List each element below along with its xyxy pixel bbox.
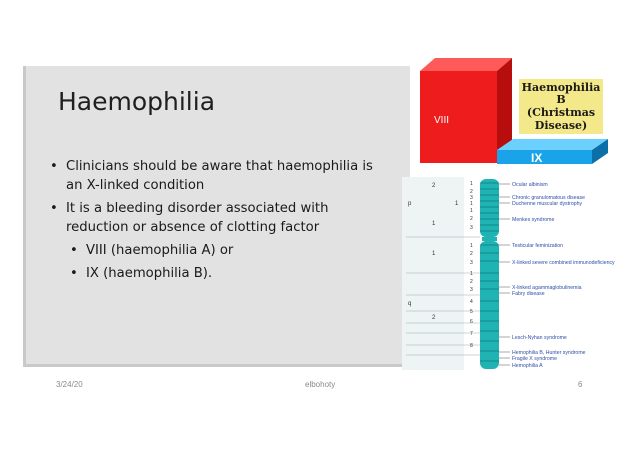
band-number: 3 — [470, 225, 473, 231]
region-label: 2 — [432, 183, 436, 189]
viii-block-label: VIII — [434, 115, 450, 126]
ix-block-top — [497, 139, 608, 150]
bullet-item: • Clinicians should be aware that haemophilia is an X-linked condition — [50, 157, 380, 195]
band-number: 5 — [470, 309, 473, 315]
band-number: 8 — [470, 343, 473, 349]
disease-annotation: X-linked severe combined immunodeficiency — [512, 260, 615, 266]
factor-blocks-graphic — [403, 48, 631, 178]
band-number: 3 — [470, 195, 473, 201]
band-number: 2 — [470, 216, 473, 222]
sub-bullet-item: • IX (haemophilia B). — [50, 264, 380, 283]
band-number: 2 — [470, 279, 473, 285]
band-number: 2 — [470, 251, 473, 257]
disease-annotation: Duchenne muscular dystrophy — [512, 201, 583, 207]
band-number: 6 — [470, 319, 473, 325]
band-number: 3 — [470, 287, 473, 293]
disease-annotation: Menkes syndrome — [512, 217, 555, 223]
caption-line: Haemophilia — [521, 81, 601, 94]
caption-line: B — [556, 93, 566, 106]
disease-annotation: Hemophilia B, Hunter syndrome — [512, 350, 586, 356]
sub-bullet-item: • VIII (haemophilia A) or — [50, 241, 380, 260]
footer-page-number: 6 — [578, 380, 583, 389]
band-number: 1 — [470, 271, 473, 277]
viii-block-front — [420, 71, 497, 163]
x-chromosome-diagram — [402, 177, 619, 370]
caption-line: (Christmas — [526, 106, 596, 119]
ix-block-front — [497, 150, 592, 164]
viii-block-top — [420, 58, 512, 71]
band-number: 2 — [470, 189, 473, 195]
band-number: 4 — [470, 299, 473, 305]
disease-annotation: Ocular albinism — [512, 182, 548, 188]
slide-title: Haemophilia — [58, 87, 216, 116]
bullet-item: • It is a bleeding disorder associated with reduction or absence of clotting factor — [50, 199, 380, 237]
region-label: 1 — [432, 251, 436, 257]
chromosome-p-arm — [480, 179, 499, 237]
disease-annotation: Chronic granulomatous disease — [512, 195, 585, 201]
footer-author: elbohoty — [305, 380, 336, 389]
band-number: 1 — [470, 208, 473, 214]
band-number: 7 — [470, 331, 473, 337]
chromosome-centromere — [482, 237, 497, 241]
chromosome-q-arm — [480, 241, 499, 369]
disease-annotation: Fragile X syndrome — [512, 356, 557, 362]
band-number: 1 — [470, 243, 473, 249]
disease-annotation: X-linked agammaglobulinemia — [512, 285, 582, 291]
region-label: 1 — [432, 221, 436, 227]
band-number: 3 — [470, 260, 473, 266]
ix-block-label: IX — [531, 151, 543, 165]
disease-annotation: Testicular feminization — [512, 243, 564, 249]
disease-annotation: Fabry disease — [512, 291, 545, 297]
disease-annotation: Lesch-Nyhan syndrome — [512, 335, 567, 341]
caption-line: Disease) — [534, 119, 588, 132]
arm-label: p — [408, 201, 412, 207]
band-number: 1 — [470, 201, 473, 207]
arm-label: q — [408, 301, 412, 307]
band-number: 1 — [470, 181, 473, 187]
region-label: 1 — [455, 201, 459, 207]
footer-date: 3/24/20 — [56, 380, 83, 389]
bullet-list — [50, 157, 380, 287]
disease-annotation: Hemophilia A — [512, 363, 543, 369]
region-label: 2 — [432, 315, 436, 321]
